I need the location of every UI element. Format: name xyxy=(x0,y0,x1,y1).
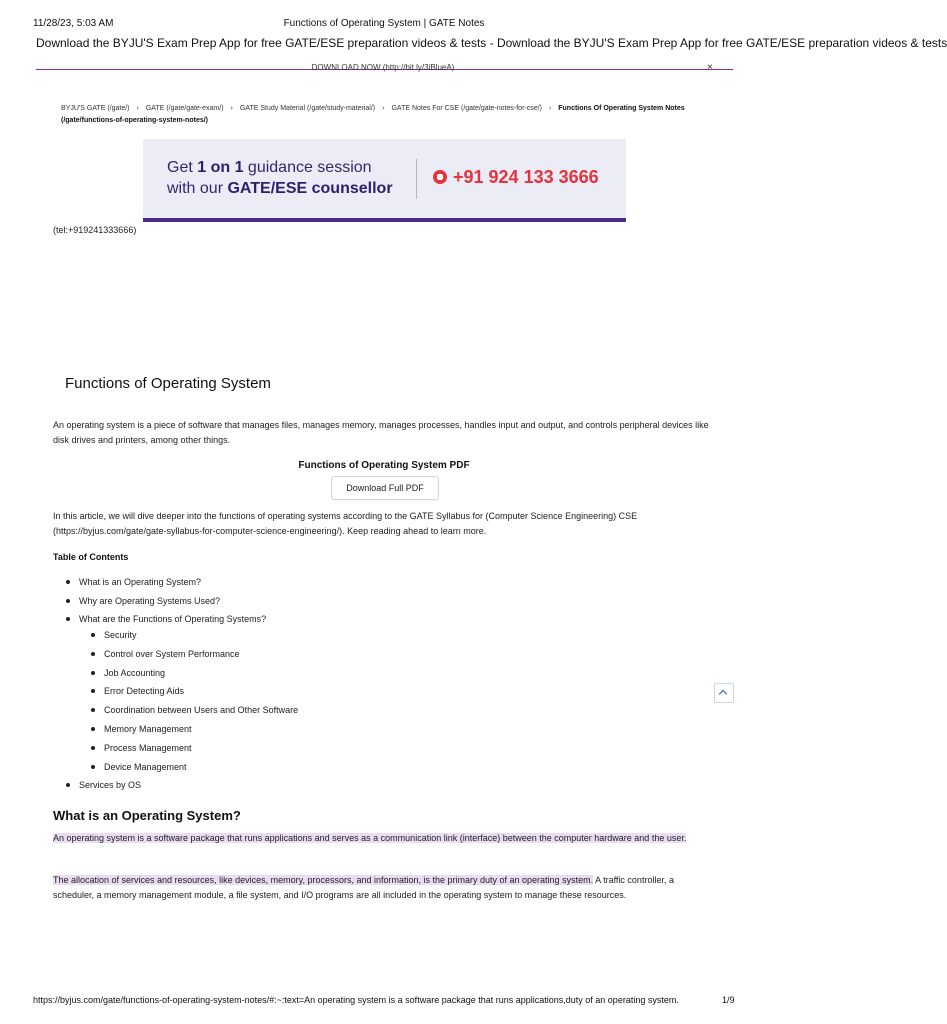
duty-paragraph xyxy=(53,873,713,903)
banner-text xyxy=(167,157,393,199)
bullet-icon xyxy=(91,727,95,731)
bullet-icon xyxy=(91,689,95,693)
bullet-icon xyxy=(91,708,95,712)
chevron-right-icon: › xyxy=(136,105,139,112)
toc-item-label: What is an Operating System? xyxy=(79,577,202,587)
phone-icon xyxy=(433,170,447,184)
bullet-icon xyxy=(66,580,70,584)
toc-subitem[interactable] xyxy=(91,705,298,715)
breadcrumb-link[interactable]: BYJU'S GATE (/gate/) xyxy=(61,105,130,112)
toc-subitem-label: Control over System Performance xyxy=(104,649,240,659)
intro-paragraph: An operating system is a piece of software that manages files, manages memory, manages processes, handles input and output, and controls peripheral devices like disk drives and printers, among other things. xyxy=(53,420,709,445)
paragraph-rest: A traffic controller, a scheduler, a memory management module, a file system, and I/O programs are all included in the operating system to manage these resources. xyxy=(53,875,674,900)
breadcrumb xyxy=(61,103,706,127)
tel-link[interactable]: (tel:+919241333666) xyxy=(53,225,137,235)
bullet-icon xyxy=(91,671,95,675)
print-header xyxy=(33,18,735,32)
bullet-icon xyxy=(66,783,70,787)
toc-subitem[interactable] xyxy=(91,743,192,753)
banner-line1-suffix: guidance session xyxy=(243,159,372,176)
banner-line1-prefix: Get xyxy=(167,159,198,176)
close-icon[interactable]: × xyxy=(707,62,713,73)
breadcrumb-link[interactable]: GATE Study Material (/gate/study-material/) xyxy=(239,105,376,112)
highlighted-text: The allocation of services and resources, like devices, memory, processors, and information, is the primary duty of an operating system. xyxy=(53,875,594,885)
chevron-right-icon: › xyxy=(230,105,233,112)
definition-paragraph xyxy=(53,831,713,846)
bullet-icon xyxy=(91,746,95,750)
pdf-section-title: Functions of Operating System PDF xyxy=(298,460,470,471)
toc-item[interactable] xyxy=(66,577,201,587)
toc-subitem-label: Error Detecting Aids xyxy=(104,686,185,696)
syllabus-paragraph: In this article, we will dive deeper into the functions of operating systems according to the GATE Syllabus for (Computer Science Engineering) CSE (https://byjus.com/gate/gate-syllabus-for-computer-science-engineering/). Keep reading ahead to learn more. xyxy=(53,511,638,536)
toc-subitem[interactable] xyxy=(91,686,184,696)
bullet-icon xyxy=(91,652,95,656)
toc-subitem[interactable] xyxy=(91,724,192,734)
banner-line1-bold: 1 on 1 xyxy=(197,159,244,176)
banner-divider xyxy=(416,159,417,199)
toc-title: Table of Contents xyxy=(53,552,129,562)
bullet-icon xyxy=(91,765,95,769)
app-download-marquee[interactable]: Download the BYJU'S Exam Prep App for free GATE/ESE preparation videos & tests - Download the BYJU'S Exam Prep App for free GATE/ESE preparation videos & tests xyxy=(36,36,947,50)
breadcrumb-link[interactable]: GATE (/gate/gate-exam/) xyxy=(145,105,224,112)
toc-subitem-label: Security xyxy=(104,630,137,640)
print-title: Functions of Operating System | GATE Notes xyxy=(283,18,485,29)
print-footer-page: 1/9 xyxy=(722,995,735,1005)
toc-subitem-label: Memory Management xyxy=(104,724,192,734)
page-title: Functions of Operating System xyxy=(65,375,271,392)
chevron-right-icon: › xyxy=(548,105,552,112)
bullet-icon xyxy=(91,633,95,637)
breadcrumb-link[interactable]: GATE Notes For CSE (/gate/gate-notes-for-cse/) xyxy=(391,105,542,112)
bullet-icon xyxy=(66,617,70,621)
toc-subitem-label: Device Management xyxy=(104,762,187,772)
chevron-up-icon[interactable] xyxy=(714,683,734,703)
toc-item-label: Services by OS xyxy=(79,780,142,790)
banner-line2-bold: GATE/ESE counsellor xyxy=(227,180,393,197)
toc-subitem-label: Coordination between Users and Other Software xyxy=(104,705,299,715)
chevron-right-icon: › xyxy=(382,105,385,112)
banner-phone[interactable] xyxy=(433,167,599,188)
toc-subitem-label: Job Accounting xyxy=(104,668,166,678)
toc-item-label: What are the Functions of Operating Systems? xyxy=(79,614,267,624)
print-footer-url: https://byjus.com/gate/functions-of-operating-system-notes/#:~:text=An operating system is a software package that runs applications,duty of an operating system. xyxy=(33,995,679,1005)
toc-item-label: Why are Operating Systems Used? xyxy=(79,596,221,606)
toc-item[interactable] xyxy=(66,780,141,790)
banner-line2-prefix: with our xyxy=(167,180,228,197)
print-datetime: 11/28/23, 5:03 AM xyxy=(33,18,114,29)
toc-subitem-label: Process Management xyxy=(104,743,192,753)
download-now-link[interactable]: DOWNLOAD NOW (http://bit.ly/3iBlueA) xyxy=(311,63,455,72)
highlighted-text: An operating system is a software package that runs applications and serves as a communication link (interface) between the computer hardware and the user. xyxy=(53,833,687,843)
breadcrumb-current: Functions Of Operating System Notes (/gate/functions-of-operating-system-notes/) xyxy=(61,105,685,124)
bullet-icon xyxy=(66,599,70,603)
counselling-banner[interactable] xyxy=(143,139,626,222)
toc-subitem[interactable] xyxy=(91,762,187,772)
toc-item[interactable] xyxy=(66,614,266,624)
banner-phone-number: +91 924 133 3666 xyxy=(453,167,599,187)
toc-subitem[interactable] xyxy=(91,649,240,659)
section-heading: What is an Operating System? xyxy=(53,808,241,823)
toc-subitem[interactable] xyxy=(91,630,137,640)
toc-subitem[interactable] xyxy=(91,668,165,678)
download-pdf-button[interactable]: Download Full PDF xyxy=(331,476,439,500)
toc-item[interactable] xyxy=(66,596,220,606)
